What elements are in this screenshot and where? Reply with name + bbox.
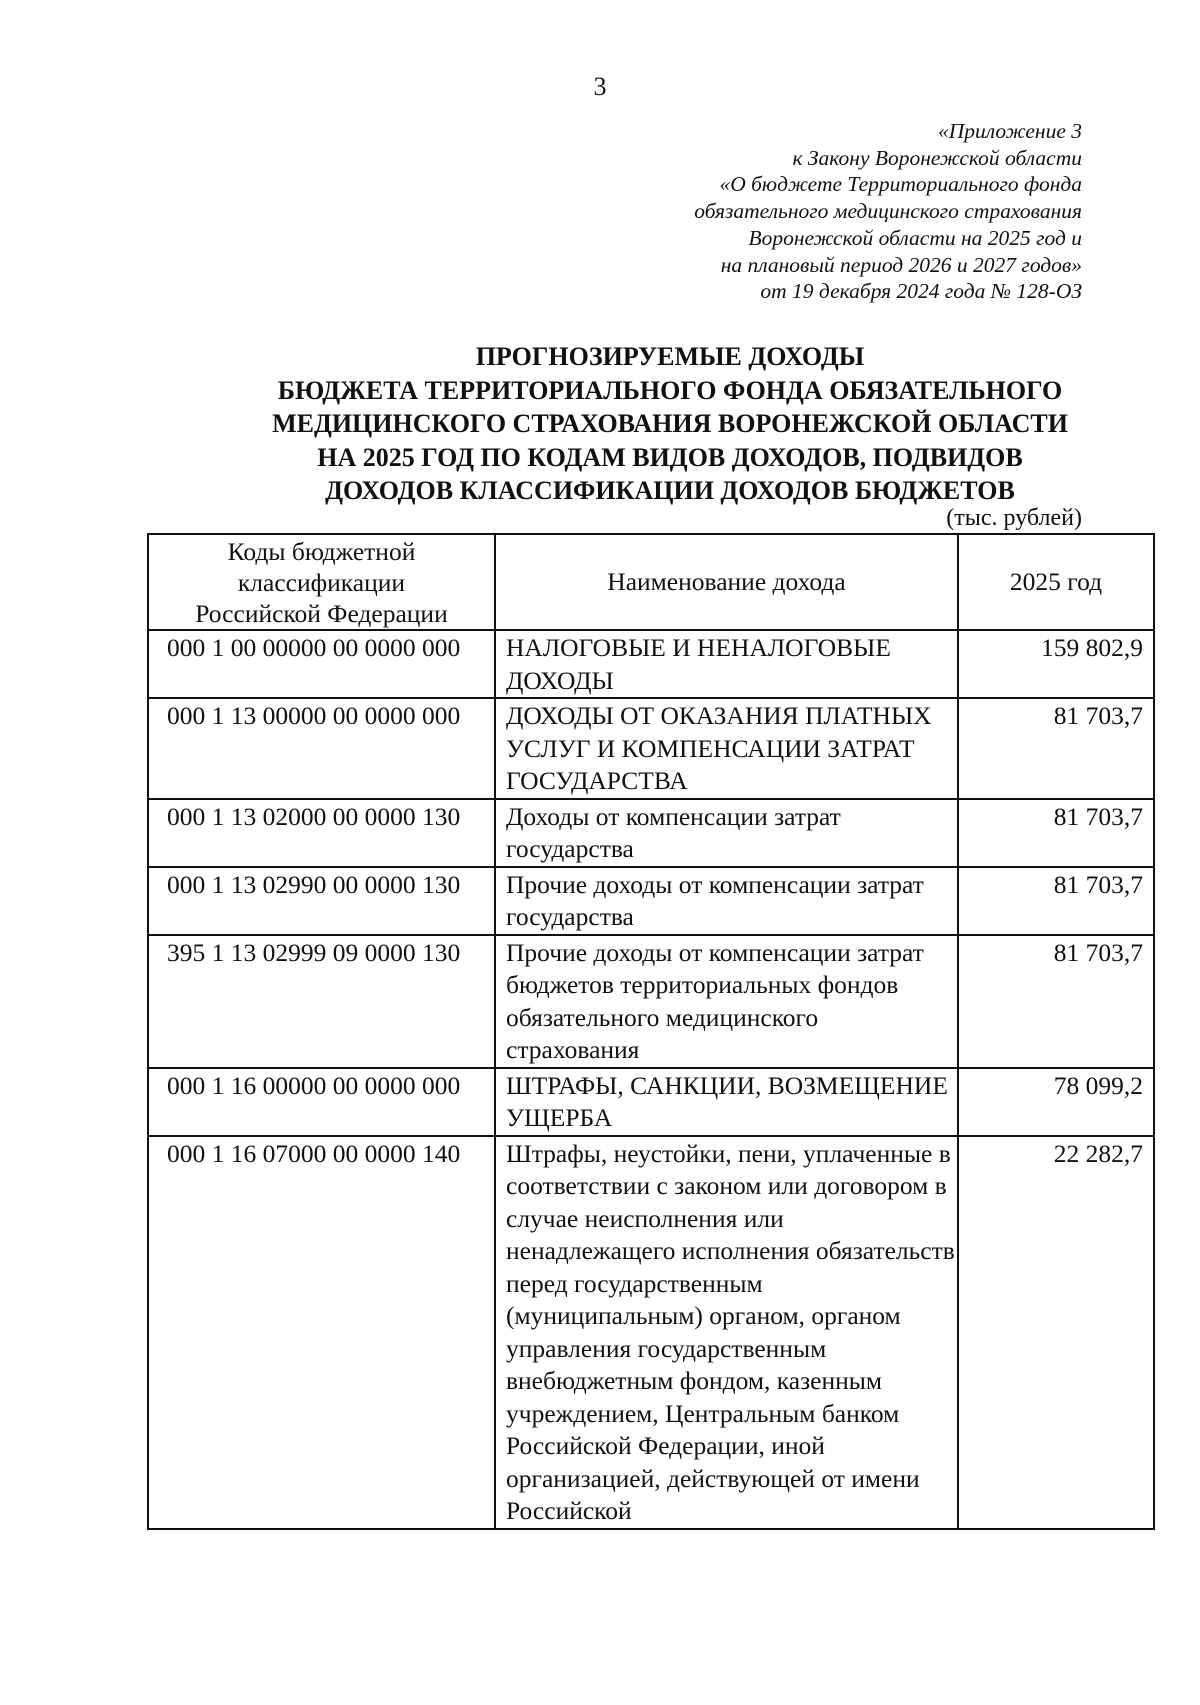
- row-amount: 78 099,2: [958, 1068, 1154, 1136]
- row-code: 000 1 13 00000 00 0000 000: [148, 698, 495, 799]
- row-name: НАЛОГОВЫЕ И НЕНАЛОГОВЫЕ ДОХОДЫ: [495, 630, 958, 698]
- table-row: [148, 935, 1154, 1068]
- page-number: 3: [593, 72, 607, 101]
- appendix-block: [694, 118, 1082, 305]
- table-row: [148, 698, 1154, 799]
- row-code: 000 1 13 02990 00 0000 130: [148, 867, 495, 935]
- appendix-line: к Закону Воронежской области: [792, 145, 1082, 170]
- row-name: ДОХОДЫ ОТ ОКАЗАНИЯ ПЛАТНЫХ УСЛУГ И КОМПЕНСАЦИИ ЗАТРАТ ГОСУДАРСТВА: [495, 698, 958, 799]
- row-code: 000 1 16 07000 00 0000 140: [148, 1136, 495, 1529]
- row-amount: 81 703,7: [958, 867, 1154, 935]
- title-line: БЮДЖЕТА ТЕРРИТОРИАЛЬНОГО ФОНДА ОБЯЗАТЕЛЬНОГО: [277, 375, 1063, 405]
- income-table: [147, 533, 1155, 1530]
- header-year: 2025 год: [958, 534, 1154, 630]
- row-name: Доходы от компенсации затрат государства: [495, 799, 958, 867]
- row-name: Штрафы, неустойки, пени, уплаченные в соответствии с законом или договором в случае неисполнения или ненадлежащего исполнения обязательств перед государственным (муниципальным) органом, органом управления государственным внебюджетным фондом, казенным учреждением, Центральным банком Российской Федерации, иной организацией, действующей от имени Российской: [495, 1136, 958, 1529]
- row-code: 000 1 00 00000 00 0000 000: [148, 630, 495, 698]
- appendix-line: «О бюджете Территориального фонда: [719, 172, 1082, 197]
- row-name: Прочие доходы от компенсации затрат бюджетов территориальных фондов обязательного медицинского страхования: [495, 935, 958, 1068]
- row-code: 000 1 13 02000 00 0000 130: [148, 799, 495, 867]
- appendix-line: Воронежской области на 2025 год и: [748, 225, 1082, 250]
- appendix-line: от 19 декабря 2024 года № 128-ОЗ: [760, 279, 1082, 304]
- units-label: (тыс. рублей): [946, 505, 1082, 531]
- table-row: [148, 630, 1154, 698]
- appendix-line: «Приложение 3: [938, 119, 1082, 143]
- row-name: Прочие доходы от компенсации затрат государства: [495, 867, 958, 935]
- header-code-line: классификации: [237, 567, 406, 597]
- table-header-row: [148, 534, 1154, 630]
- row-amount: 159 802,9: [958, 630, 1154, 698]
- table-row: [148, 1136, 1154, 1529]
- table-row: [148, 799, 1154, 867]
- table-row: [148, 1068, 1154, 1136]
- row-amount: 22 282,7: [958, 1136, 1154, 1529]
- row-amount: 81 703,7: [958, 935, 1154, 1068]
- header-code-line: Российской Федерации: [195, 598, 448, 628]
- appendix-line: на плановый период 2026 и 2027 годов»: [720, 252, 1082, 277]
- header-code: [148, 534, 495, 630]
- document-title: [150, 340, 1190, 508]
- title-line: ДОХОДОВ КЛАССИФИКАЦИИ ДОХОДОВ БЮДЖЕТОВ: [325, 476, 1015, 505]
- row-code: 395 1 13 02999 09 0000 130: [148, 935, 495, 1068]
- title-line: ПРОГНОЗИРУЕМЫЕ ДОХОДЫ: [475, 342, 865, 371]
- title-line: МЕДИЦИНСКОГО СТРАХОВАНИЯ ВОРОНЕЖСКОЙ ОБЛАСТИ: [272, 409, 1068, 438]
- appendix-line: обязательного медицинского страхования: [694, 199, 1082, 224]
- header-name: Наименование дохода: [495, 534, 958, 630]
- row-amount: 81 703,7: [958, 799, 1154, 867]
- row-name: ШТРАФЫ, САНКЦИИ, ВОЗМЕЩЕНИЕ УЩЕРБА: [495, 1068, 958, 1136]
- header-code-line: Коды бюджетной: [227, 536, 416, 566]
- row-amount: 81 703,7: [958, 698, 1154, 799]
- title-line: НА 2025 ГОД ПО КОДАМ ВИДОВ ДОХОДОВ, ПОДВИДОВ: [317, 442, 1023, 472]
- table-row: [148, 867, 1154, 935]
- row-code: 000 1 16 00000 00 0000 000: [148, 1068, 495, 1136]
